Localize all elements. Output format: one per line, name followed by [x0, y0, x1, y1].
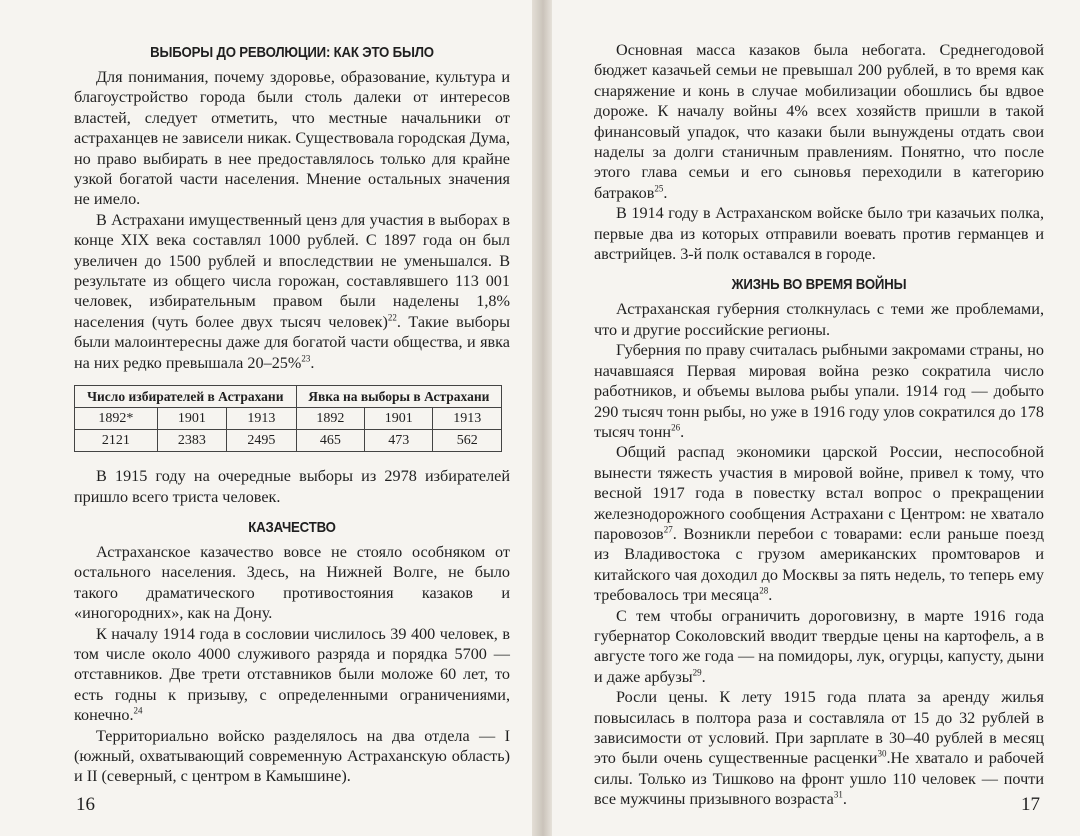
footnote-ref: 23: [301, 353, 311, 364]
paragraph-text: .: [663, 183, 668, 202]
paragraph: [74, 466, 510, 507]
paragraph-text: Общий распад экономики царской России, неспособной вынести тяжесть участия в мировой войне, привел к тому, что весной 1917 года в повестку встал вопрос о прекращении железнодорожного сообщения Астрахани с Центром: не хватало паровозов: [594, 443, 1044, 543]
table-cell: 1892*: [75, 408, 158, 430]
elections-table: [74, 385, 502, 452]
book-gutter: [532, 0, 552, 836]
paragraph: [594, 203, 1044, 264]
paragraph-text: Росли цены. К лету 1915 года плата за аренду жилья повысилась в полтора раза и составляла от 15 до 32 рублей в зависимости от условий. При зарплате в 30–40 рублей в месяц это были очень существенные расценки: [594, 688, 1044, 768]
paragraph: [594, 40, 1044, 203]
table-row: [75, 408, 502, 430]
footnote-ref: 22: [387, 312, 397, 323]
section-heading-war-life: ЖИЗНЬ ВО ВРЕМЯ ВОЙНЫ: [731, 276, 907, 294]
paragraph-text: Территориально войско разделялось на два отдела — I (южный, охватывающий современную Астраханскую область) и II (северный, с центром в Камышине).: [74, 726, 510, 786]
table-cell: 2383: [157, 430, 226, 452]
paragraph-text: К началу 1914 года в сословии числилось 39 400 человек, в том числе около 4000 служивого разряда и порядка 5700 — отставников. Две трети отставников были моложе 60 лет, то есть годны к призыву, с определенными ограничениями, конечно.: [74, 624, 510, 725]
paragraph-text: .: [842, 790, 847, 809]
section-heading-cossacks: КАЗАЧЕСТВО: [248, 518, 336, 536]
paragraph-text: .: [701, 667, 706, 686]
page-number: 16: [76, 794, 95, 815]
paragraph: [74, 67, 510, 210]
table-header-voters: Число избирателей в Астрахани: [75, 386, 297, 408]
paragraph-text: Губерния по праву считалась рыбными закромами страны, но начавшаяся Первая мировая война резко сократила число работников, и объемы вылова рыбы упали. 1914 год — добыто 290 тысяч тонн рыбы, но уже в 1916 году улов сократился до 178 тысяч тонн: [594, 341, 1044, 441]
section-heading-elections: ВЫБОРЫ ДО РЕВОЛЮЦИИ: КАК ЭТО БЫЛО: [150, 44, 434, 61]
paragraph: [594, 687, 1044, 809]
paragraph-text: Астраханское казачество вовсе не стояло особняком от остального населения. Здесь, на Нижней Волге, не было такого драматического противостояния казаков и «иногородних», как на Дону.: [74, 542, 510, 623]
paragraph-text: .: [768, 586, 773, 605]
table-header-row: [75, 386, 502, 408]
paragraph-text: Астраханская губерния столкнулась с теми же проблемами, что и другие российские регионы.: [594, 300, 1044, 339]
paragraph: [74, 624, 510, 726]
table-cell: 1901: [157, 408, 226, 430]
table-cell: 2495: [227, 430, 297, 452]
paragraph-text: В 1915 году на очередные выборы из 2978 избирателей пришло всего триста человек.: [74, 467, 510, 506]
table-cell: 465: [296, 430, 364, 452]
table-cell: 473: [365, 430, 433, 452]
paragraph-text: .: [310, 353, 315, 372]
table-header-turnout: Явка на выборы в Астрахани: [296, 386, 501, 408]
paragraph: [594, 606, 1044, 688]
footnote-ref: 29: [692, 667, 702, 678]
paragraph-text: В Астрахани имущественный ценз для участия в выборах в конце XIX века составлял 1000 рублей. С 1897 года он был увеличен до 1500 рублей и впоследствии не уменьшался. В результате из общего числа горожан, составлявшего 113 001 человек, избирательным правом были наделены 1,8% населения (чуть более двух тысяч человек): [74, 210, 510, 331]
paragraph: [594, 340, 1044, 442]
table-cell: 2121: [75, 430, 158, 452]
footnote-ref: 27: [663, 524, 673, 535]
right-page: [546, 0, 1080, 836]
paragraph-text: . Возникли перебои с товарами: если раньше поезд из Владивостока с грузом американских промтоваров и китайского чая доходил до Москвы за пять недель, то теперь ему требовалось три месяца: [594, 524, 1044, 605]
table-cell: 562: [433, 430, 502, 452]
paragraph-text: .: [680, 422, 685, 441]
paragraph-text: В 1914 году в Астраханском войске было три казачьих полка, первые два из которых отправили воевать против германцев и австрийцев. 3-й полк оставался в городе.: [594, 204, 1044, 264]
footnote-ref: 25: [654, 183, 664, 194]
footnote-ref: 24: [133, 705, 143, 716]
table-cell: 1913: [433, 408, 502, 430]
paragraph-text: . Такие выборы были малоинтересны даже для богатой части общества, и явка на них редко превышала 20–25%: [74, 312, 510, 372]
footnote-ref: 31: [833, 789, 843, 800]
footnote-ref: 28: [759, 585, 769, 596]
paragraph: [594, 299, 1044, 340]
paragraph-text: Основная масса казаков была небогата. Среднегодовой бюджет казачьей семьи не превышал 200 рублей, в то время как снаряжение и конь в случае мобилизации обошлись бы вдвое дороже. К началу войны 4% всех хозяйств пришли в такой финансовый упадок, что казаки были вынуждены отдать свои наделы за долги станичным правлениям. Понятно, что после этого глава семьи и его сыновья переходили в категорию батраков: [594, 41, 1044, 202]
page-number: 17: [1021, 794, 1040, 815]
paragraph: [74, 542, 510, 624]
footnote-ref: 30: [877, 749, 887, 760]
left-page: [0, 0, 538, 836]
paragraph: [74, 726, 510, 787]
table-cell: 1901: [365, 408, 433, 430]
paragraph-text: .Не хватало и рабочей силы. Только из Тишково на фронт ушло 110 человек — почти все мужчины призывного возраста: [594, 749, 1044, 809]
table-cell: 1892: [296, 408, 364, 430]
footnote-ref: 26: [671, 422, 681, 433]
table-cell: 1913: [227, 408, 297, 430]
paragraph-text: С тем чтобы ограничить дороговизну, в марте 1916 года губернатор Соколовский вводит твердые цены на картофель, а в августе того же года — на помидоры, лук, огурцы, капусту, дыни и даже арбузы: [594, 606, 1044, 686]
table-row: [75, 430, 502, 452]
paragraph: [74, 210, 510, 373]
paragraph-text: Для понимания, почему здоровье, образование, культура и благоустройство города были столь далеки от интересов властей, следует отметить, что местные начальники от астраханцев не зависели никак. Существовала городская Дума, но право выбирать в нее предоставлялось только для крайне узкой богатой части населения. Мнение остальных значения не имело.: [74, 68, 510, 209]
paragraph: [594, 442, 1044, 605]
